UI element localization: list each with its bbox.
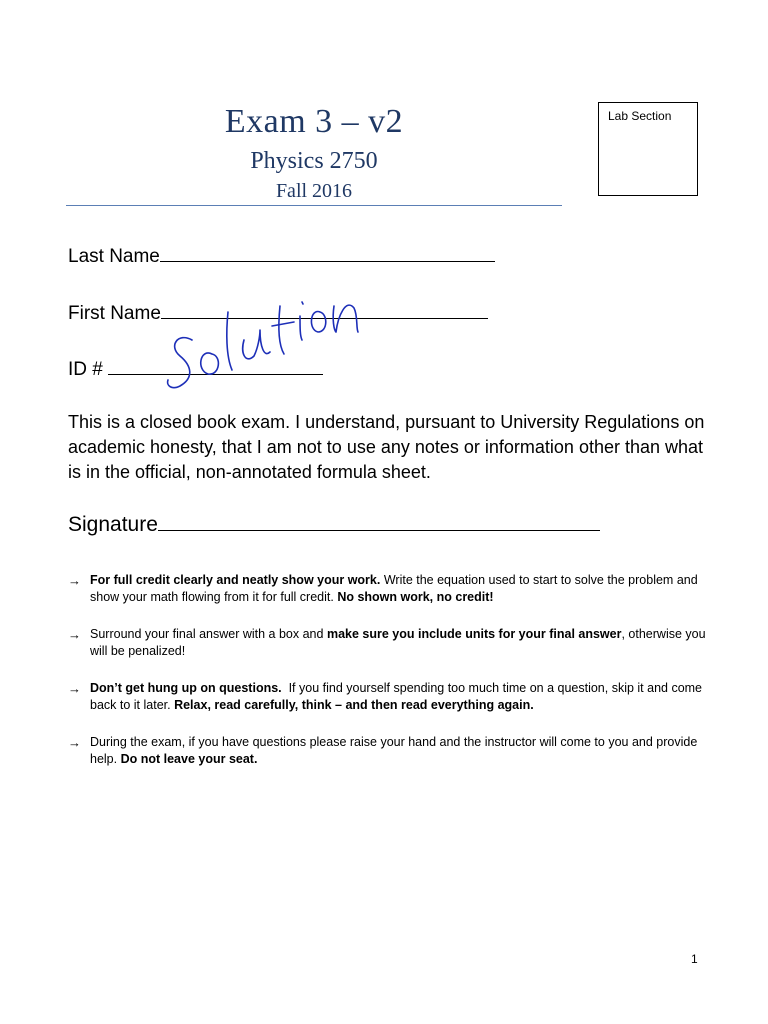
arrow-icon: → (68, 681, 81, 696)
first-name-label: First Name (68, 303, 161, 324)
instruction-item (68, 626, 718, 660)
signature-field[interactable] (68, 512, 600, 537)
lab-section-label: Lab Section (608, 109, 672, 123)
arrow-icon: → (68, 735, 81, 750)
instruction-text: During the exam, if you have questions please raise your hand and the instructor will come to you and provide help. Do not leave your seat. (90, 735, 698, 766)
instruction-text: Don’t get hung up on questions. If you find yourself spending too much time on a question, skip it and come back to it later. Relax, read carefully, think – and then read everything again. (90, 681, 706, 712)
instruction-item (68, 680, 718, 714)
signature-blank[interactable] (158, 512, 600, 531)
title-divider (66, 205, 562, 206)
signature-label: Signature (68, 513, 158, 536)
honor-statement-text: This is a closed book exam. I understand, pursuant to University Regulations on academic honesty, that I am not to use any notes or information other than what is in the official, non-annotated formula sheet. (68, 412, 705, 482)
lab-section-box[interactable] (598, 102, 698, 196)
title-block (66, 100, 562, 204)
arrow-icon: → (68, 573, 81, 588)
instruction-text: Surround your final answer with a box and make sure you include units for your final answer, otherwise you will be penalized! (90, 627, 706, 658)
instruction-item (68, 572, 718, 606)
handwritten-solution-annotation (160, 236, 360, 396)
arrow-icon: → (68, 627, 81, 642)
last-name-label: Last Name (68, 246, 160, 267)
id-label: ID # (68, 359, 109, 380)
instruction-text: For full credit clearly and neatly show your work. Write the equation used to start to solve the problem and show your math flowing from it for full credit. No shown work, no credit! (90, 573, 698, 604)
term: Fall 2016 (275, 180, 353, 202)
honor-statement (68, 410, 718, 485)
page-number: 1 (691, 952, 698, 966)
course-name: Physics 2750 (250, 148, 378, 174)
instruction-item (68, 734, 718, 768)
exam-title: Exam 3 – v2 (224, 103, 404, 140)
